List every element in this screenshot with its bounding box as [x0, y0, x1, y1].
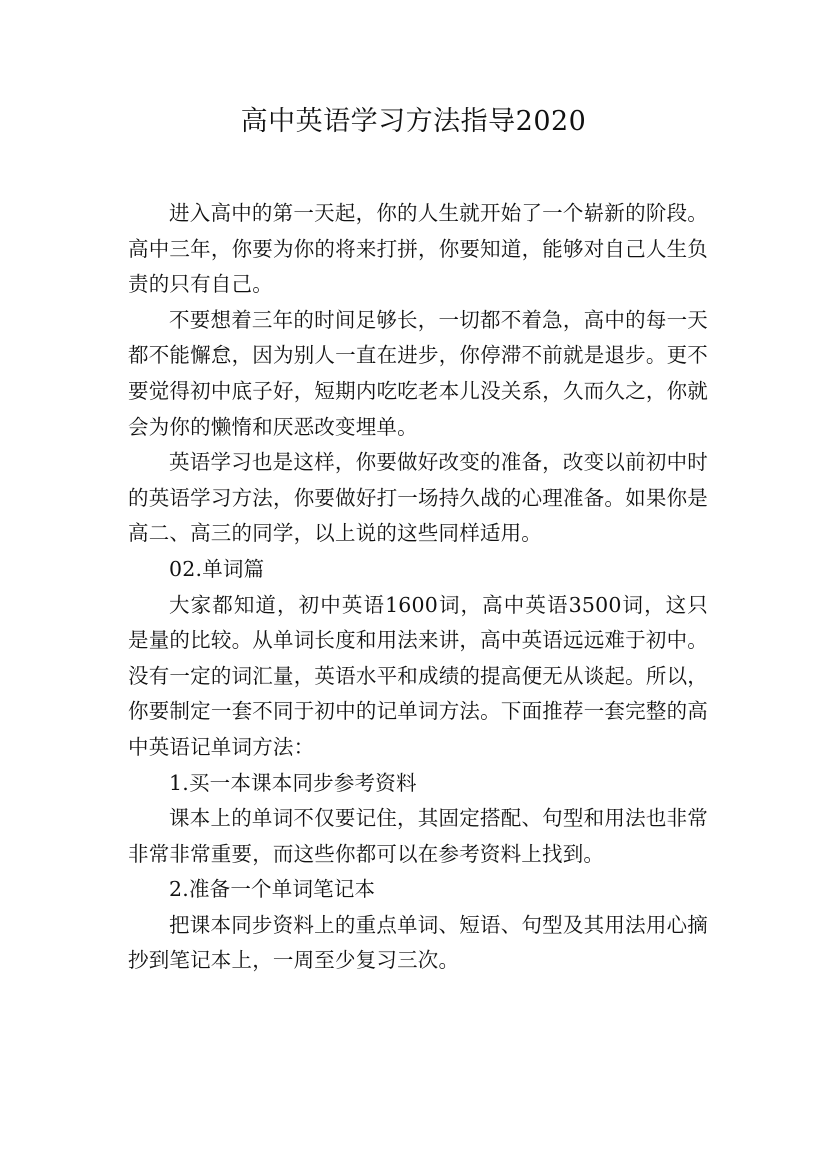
paragraph-notebook: 把课本同步资料上的重点单词、短语、句型及其用法用心摘抄到笔记本上，一周至少复习三次。: [128, 912, 708, 973]
section-heading-vocabulary: 02.单词篇: [169, 556, 265, 581]
paragraph-no-hurry: 不要想着三年的时间足够长，一切都不着急，高中的每一天都不能懈怠，因为别人一直在进步，你停滞不前就是退步。更不要觉得初中底子好，短期内吃吃老本儿没关系，久而久之，你就会为你的懒惰和厌恶改变埋单。: [128, 307, 708, 439]
paragraph-vocabulary: 大家都知道，初中英语1600词，高中英语3500词，这只是量的比较。从单词长度和用法来讲，高中英语远远难于初中。没有一定的词汇量，英语水平和成绩的提高便无从谈起。所以，你要制定一套不同于初中的记单词方法。下面推荐一套完整的高中英语记单词方法：: [128, 592, 708, 759]
paragraph-intro: 进入高中的第一天起，你的人生就开始了一个崭新的阶段。高中三年，你要为你的将来打拼，你要知道，能够对自己人生负责的只有自己。: [128, 201, 708, 297]
document-body: [128, 196, 708, 979]
paragraph-buy-reference: 课本上的单词不仅要记住，其固定搭配、句型和用法也非常非常非常重要，而这些你都可以在参考资料上找到。: [128, 806, 708, 866]
list-heading-notebook: 2.准备一个单词笔记本: [169, 877, 376, 902]
document-title: 高中英语学习方法指导2020: [240, 106, 587, 137]
paragraph-english-study: 英语学习也是这样，你要做好改变的准备，改变以前初中时的英语学习方法，你要做好打一场持久战的心理准备。如果你是高二、高三的同学，以上说的这些同样适用。: [128, 450, 708, 546]
list-heading-buy-reference: 1.买一本课本同步参考资料: [169, 770, 417, 795]
